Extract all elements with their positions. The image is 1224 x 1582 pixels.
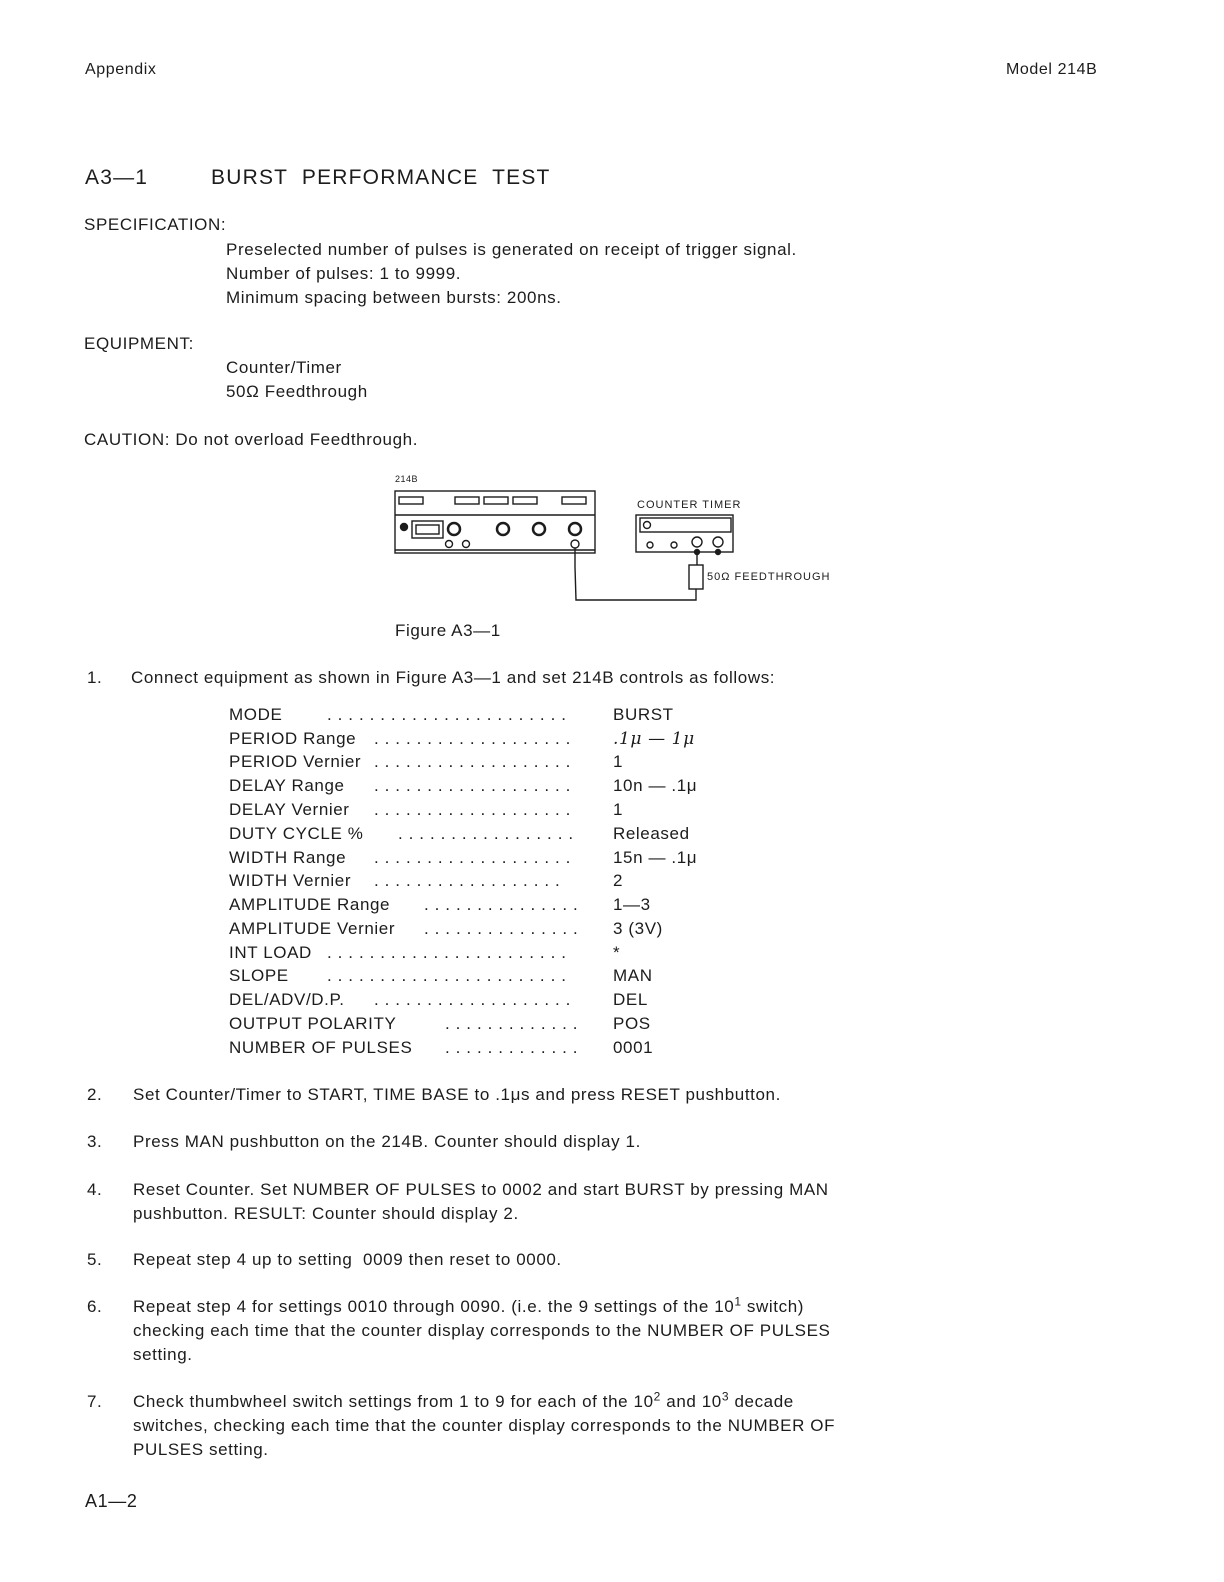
control-name: OUTPUT POLARITY	[229, 1014, 397, 1033]
knob	[569, 523, 581, 535]
control-row	[229, 752, 624, 772]
section-title: BURST PERFORMANCE TEST	[211, 166, 551, 189]
counter-knob	[692, 537, 702, 547]
page-number: A1—2	[85, 1491, 138, 1511]
control-name: DUTY CYCLE %	[229, 824, 364, 843]
control-row	[229, 919, 663, 939]
step-text: Check thumbwheel switch settings from 1 to 9 for each of the $10^2$ and $10^3$ decade switches, checking each time that the counter display corresponds to the NUMBER OF PULSES setting.	[133, 1389, 836, 1459]
control-dots: . . . . . . . . . . . . . . . . . . . . . . .	[327, 966, 567, 985]
step-number: 6.	[87, 1297, 103, 1316]
control-dots: . . . . . . . . . . . . .	[445, 1014, 579, 1033]
control-row	[229, 871, 624, 891]
step-number: 4.	[87, 1180, 103, 1199]
counter-knob	[713, 537, 723, 547]
control-name: PERIOD Range	[229, 729, 357, 748]
step-number: 7.	[87, 1392, 103, 1411]
control-row	[229, 943, 621, 963]
control-dots: . . . . . . . . . . . . . . . . . . .	[374, 800, 571, 819]
step-number: 2.	[87, 1085, 103, 1104]
instrument-214b-outline	[395, 491, 595, 553]
step-text: Repeat step 4 for settings 0010 through 0090. (i.e. the 9 settings of the $10^1$ switch) checking each time that the counter display corresponds to the NUMBER OF PULSES setting.	[133, 1294, 831, 1364]
equipment-label: EQUIPMENT:	[84, 334, 194, 353]
step-text: Reset Counter. Set NUMBER OF PULSES to 0002 and start BURST by pressing MAN pushbutton. RESULT: Counter should display 2.	[133, 1180, 829, 1223]
control-dots: . . . . . . . . . . . . . . . . . . .	[374, 752, 571, 771]
spec-line: Number of pulses: 1 to 9999.	[226, 264, 462, 283]
equipment-item: Counter/Timer	[226, 358, 342, 377]
counter-input-jack	[695, 550, 700, 555]
control-row	[229, 895, 651, 915]
control-value: 10n — .1μ	[613, 776, 698, 795]
control-value: DEL	[613, 990, 648, 1009]
control-value: MAN	[613, 966, 653, 985]
knob	[533, 523, 545, 535]
control-row	[229, 824, 690, 844]
caution-text: CAUTION: Do not overload Feedthrough.	[84, 430, 419, 449]
control-dots: . . . . . . . . . . . . . . . . . . .	[374, 990, 571, 1009]
specification-label: SPECIFICATION:	[84, 215, 227, 234]
control-row	[229, 705, 674, 725]
control-name: WIDTH Range	[229, 848, 347, 867]
control-value: 2	[613, 871, 624, 890]
control-row	[229, 776, 698, 796]
spec-line: Minimum spacing between bursts: 200ns.	[226, 288, 562, 307]
step-number: 1.	[87, 668, 103, 687]
control-row	[229, 848, 698, 868]
connector	[446, 541, 453, 548]
control-name: NUMBER OF PULSES	[229, 1038, 413, 1057]
control-row	[229, 966, 653, 986]
control-dots: . . . . . . . . . . . . . . . . . . . . . . .	[327, 705, 567, 724]
control-value: .1μ — 1μ	[613, 729, 695, 749]
section-number: A3—1	[85, 166, 149, 189]
control-dots: . . . . . . . . . . . . . . . . . .	[374, 871, 561, 890]
control-dots: . . . . . . . . . . . . . . . . . . . . . . .	[327, 943, 567, 962]
feedthrough	[689, 565, 703, 589]
step-number: 5.	[87, 1250, 103, 1269]
control-dots: . . . . . . . . . . . . . . .	[424, 895, 579, 914]
setup-diagram	[390, 485, 750, 605]
control-row	[229, 1014, 651, 1034]
top-switch	[562, 497, 586, 504]
control-name: DEL/ADV/D.P.	[229, 990, 345, 1009]
control-name: DELAY Vernier	[229, 800, 350, 819]
top-switch	[455, 497, 479, 504]
control-value: BURST	[613, 705, 674, 724]
control-value: 1—3	[613, 895, 651, 914]
knob	[448, 523, 460, 535]
step-text: Press MAN pushbutton on the 214B. Counter should display 1.	[133, 1132, 641, 1151]
control-row	[229, 800, 624, 820]
output-connector	[571, 540, 579, 548]
control-name: MODE	[229, 705, 283, 724]
control-value: POS	[613, 1014, 651, 1033]
control-dots: . . . . . . . . . . . . . . . . .	[398, 824, 574, 843]
control-value: 15n — .1μ	[613, 848, 698, 867]
control-dots: . . . . . . . . . . . . . . . . . . .	[374, 776, 571, 795]
header-right: Model 214B	[1006, 61, 1098, 78]
power-indicator	[401, 524, 408, 531]
spec-line: Preselected number of pulses is generated on receipt of trigger signal.	[226, 240, 797, 259]
figure-caption: Figure A3—1	[395, 621, 501, 640]
control-name: INT LOAD	[229, 943, 312, 962]
control-name: DELAY Range	[229, 776, 345, 795]
control-dots: . . . . . . . . . . . . .	[445, 1038, 579, 1057]
step-text: Repeat step 4 up to setting 0009 then reset to 0000.	[133, 1250, 562, 1269]
top-switch	[399, 497, 423, 504]
step-text: Connect equipment as shown in Figure A3—1 and set 214B controls as follows:	[131, 668, 776, 687]
control-name: AMPLITUDE Vernier	[229, 919, 396, 938]
counter-label: COUNTER TIMER	[637, 499, 742, 511]
control-row	[229, 729, 695, 749]
control-value: 1	[613, 752, 624, 771]
top-switch	[484, 497, 508, 504]
equipment-item: 50Ω Feedthrough	[226, 382, 368, 401]
control-value: Released	[613, 824, 690, 843]
control-name: AMPLITUDE Range	[229, 895, 391, 914]
control-dots: . . . . . . . . . . . . . . . . . . .	[374, 848, 571, 867]
control-name: PERIOD Vernier	[229, 752, 362, 771]
knob	[497, 523, 509, 535]
feedthrough-label: 50Ω FEEDTHROUGH	[707, 571, 831, 583]
control-name: SLOPE	[229, 966, 289, 985]
control-dots: . . . . . . . . . . . . . . .	[424, 919, 579, 938]
cable	[575, 548, 696, 600]
control-row	[229, 990, 648, 1010]
control-value: *	[613, 943, 621, 962]
step-text: Set Counter/Timer to START, TIME BASE to .1μs and press RESET pushbutton.	[133, 1085, 781, 1104]
control-value: 0001	[613, 1038, 654, 1057]
control-dots: . . . . . . . . . . . . . . . . . . .	[374, 729, 571, 748]
top-switch	[513, 497, 537, 504]
device-label: 214B	[395, 474, 419, 484]
control-value: 3 (3V)	[613, 919, 663, 938]
counter-display	[640, 518, 731, 532]
step-number: 3.	[87, 1132, 103, 1151]
control-row	[229, 1038, 654, 1058]
header-left: Appendix	[85, 61, 157, 78]
connector	[463, 541, 470, 548]
control-name: WIDTH Vernier	[229, 871, 352, 890]
control-value: 1	[613, 800, 624, 819]
